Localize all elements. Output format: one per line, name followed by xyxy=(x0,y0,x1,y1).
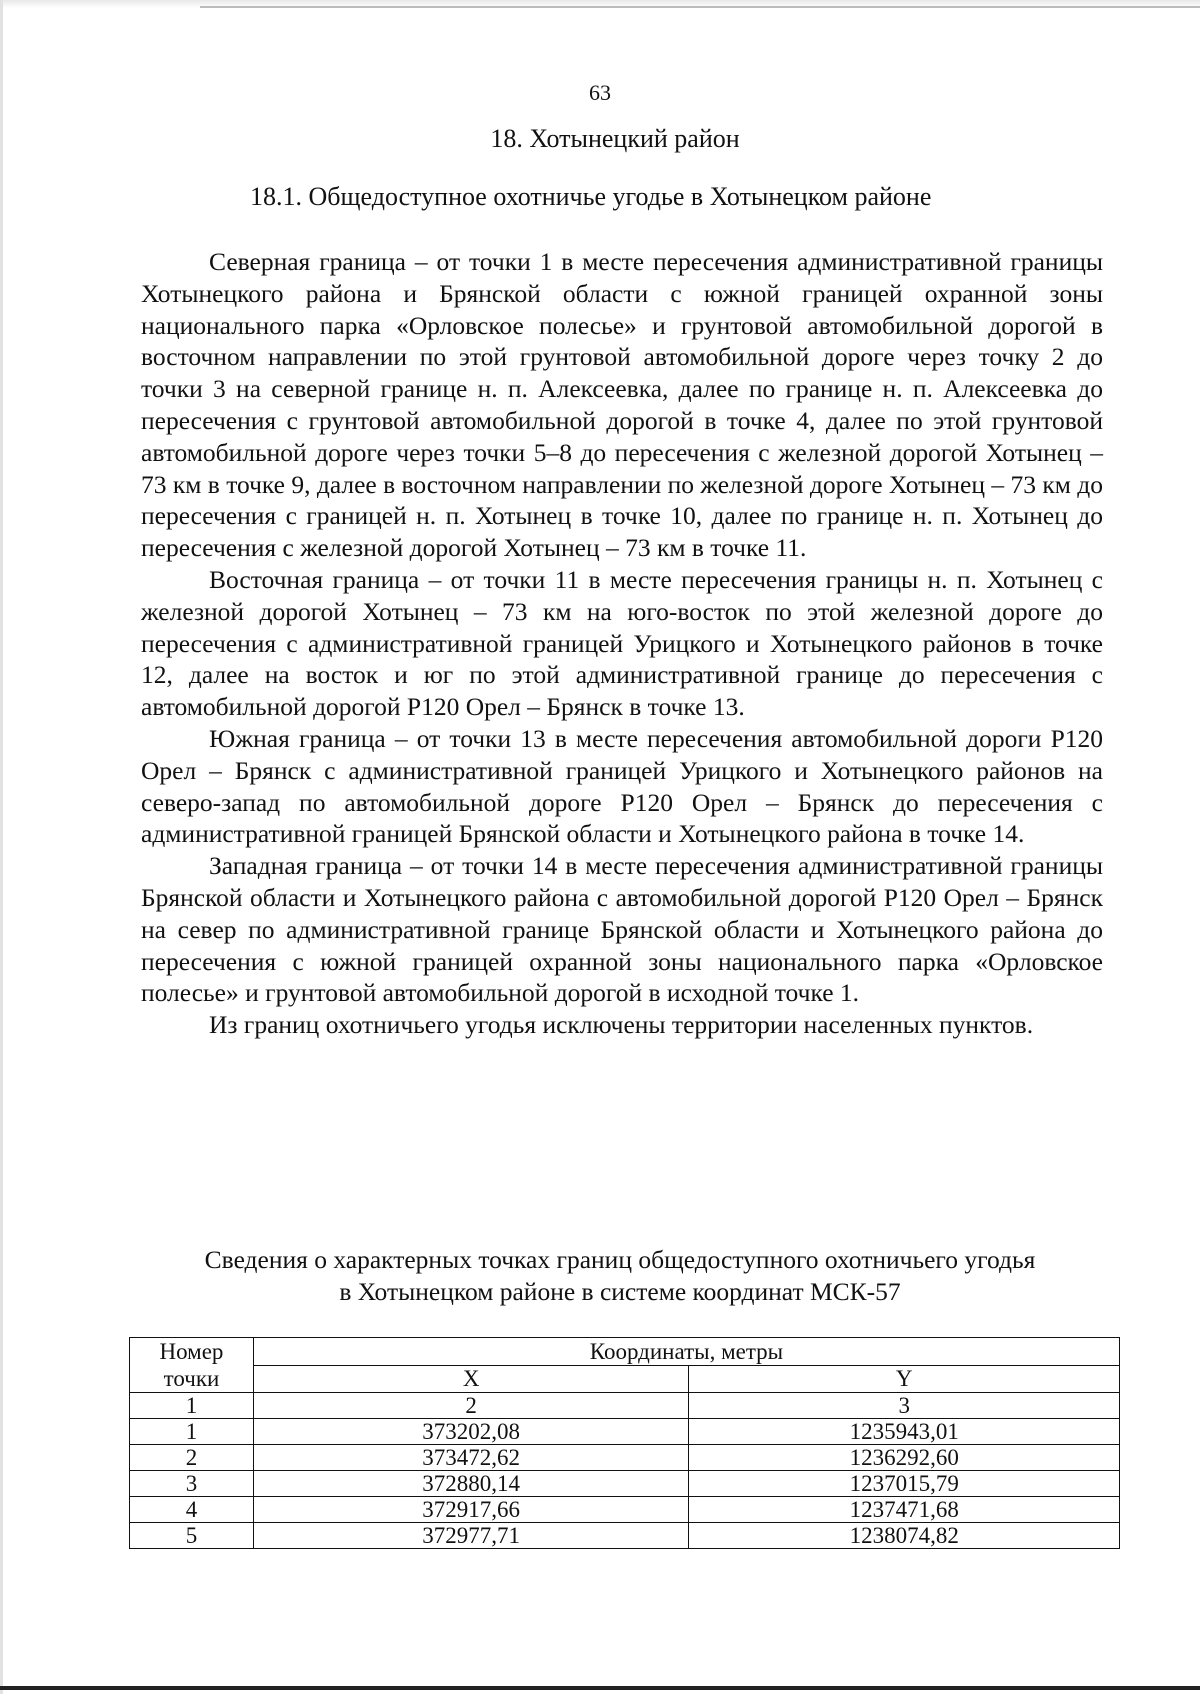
table-row xyxy=(130,1497,1120,1523)
table-row xyxy=(130,1445,1120,1471)
scan-bottom-edge xyxy=(0,1686,1200,1690)
cell-x: 372880,14 xyxy=(253,1471,689,1497)
cell-y: 1237015,79 xyxy=(689,1471,1120,1497)
column-number: 3 xyxy=(689,1393,1120,1419)
column-number: 1 xyxy=(130,1393,254,1419)
table-row xyxy=(130,1471,1120,1497)
cell-x: 373202,08 xyxy=(253,1419,689,1445)
paragraph-north-border: Северная граница – от точки 1 в месте пересечения административной границы Хотынецкого района и Брянской области с южной границей охранной зоны национального парка «Орловское полесье» и грунтовой автомобильной дорогой в восточном направлении по этой грунтовой автомобильной дороге через точку 2 до точки 3 на северной границе н. п. Алексеевка, далее по границе н. п. Алексеевка до пересечения с грунтовой автомобильной дорогой в точке 4, далее по этой грунтовой автомобильной дороге через точки 5–8 до пересечения с железной дорогой Хотынец – 73 км в точке 9, далее в восточном направлении по железной дороге Хотынец – 73 км до пересечения с границей н. п. Хотынец в точке 10, далее по границе н. п. Хотынец до пересечения с железной дорогой Хотынец – 73 км в точке 11. xyxy=(141,247,1104,563)
header-x: X xyxy=(253,1365,689,1393)
coordinates-table xyxy=(129,1337,1120,1549)
cell-y: 1236292,60 xyxy=(689,1445,1120,1471)
table-caption-line-2: в Хотынецком районе в системе координат МСК-57 xyxy=(339,1277,901,1306)
cell-point: 2 xyxy=(130,1445,254,1471)
table-header-row xyxy=(130,1338,1120,1366)
header-point-number xyxy=(130,1338,254,1393)
paragraph-west-border: Западная граница – от точки 14 в месте пересечения административной границы Брянской области и Хотынецкого района с автомобильной дорогой Р120 Орел – Брянск на север по административной границе Брянской области и Хотынецкого района до пересечения с южной границей охранной зоны национального парка «Орловское полесье» и грунтовой автомобильной дорогой в исходной точке 1. xyxy=(141,851,1103,1008)
table-row xyxy=(130,1419,1120,1445)
page-number: 63 xyxy=(589,80,611,105)
paragraph-exclusions: Из границ охотничьего угодья исключены территории населенных пунктов. xyxy=(209,1010,1034,1040)
column-number-row xyxy=(130,1393,1120,1419)
subsection-title: 18.1. Общедоступное охотничье угодье в Хотынецком районе xyxy=(250,182,932,211)
table-row xyxy=(130,1523,1120,1549)
body-text xyxy=(141,246,1103,1041)
header-coordinates: Координаты, метры xyxy=(253,1338,1119,1366)
cell-point: 4 xyxy=(130,1497,254,1523)
cell-x: 373472,62 xyxy=(253,1445,689,1471)
header-y: Y xyxy=(689,1365,1120,1393)
section-title: 18. Хотынецкий район xyxy=(490,124,740,153)
table-caption xyxy=(120,1244,1120,1308)
cell-y: 1238074,82 xyxy=(689,1523,1120,1549)
column-number: 2 xyxy=(253,1393,689,1419)
scan-left-edge xyxy=(0,0,3,1694)
scan-top-line xyxy=(200,6,1200,8)
header-point-line-1: Номер xyxy=(159,1339,224,1364)
table-subheader-row xyxy=(130,1365,1120,1393)
paragraph-south-border: Южная граница – от точки 13 в месте пересечения автомобильной дороги Р120 Орел – Брянск с административной границей Урицкого и Хотынецкого районов на северо-запад по автомобильной дороге Р120 Орел – Брянск до пересечения с административной границей Брянской области и Хотынецкого района в точке 14. xyxy=(141,723,1103,849)
cell-y: 1235943,01 xyxy=(689,1419,1120,1445)
cell-x: 372977,71 xyxy=(253,1523,689,1549)
cell-x: 372917,66 xyxy=(253,1497,689,1523)
cell-point: 1 xyxy=(130,1419,254,1445)
paragraph-east-border: Восточная граница – от точки 11 в месте пересечения границы н. п. Хотынец с железной дорогой Хотынец – 73 км на юго-восток по этой железной дороге до пересечения с административной границей Урицкого и Хотынецкого районов в точке 12, далее на восток и юг по этой административной границе до пересечения с автомобильной дорогой Р120 Орел – Брянск в точке 13. xyxy=(141,564,1103,722)
cell-point: 5 xyxy=(130,1523,254,1549)
cell-point: 3 xyxy=(130,1471,254,1497)
cell-y: 1237471,68 xyxy=(689,1497,1120,1523)
header-point-line-2: точки xyxy=(163,1366,220,1391)
table-caption-line-1: Сведения о характерных точках границ общедоступного охотничьего угодья xyxy=(204,1245,1036,1274)
